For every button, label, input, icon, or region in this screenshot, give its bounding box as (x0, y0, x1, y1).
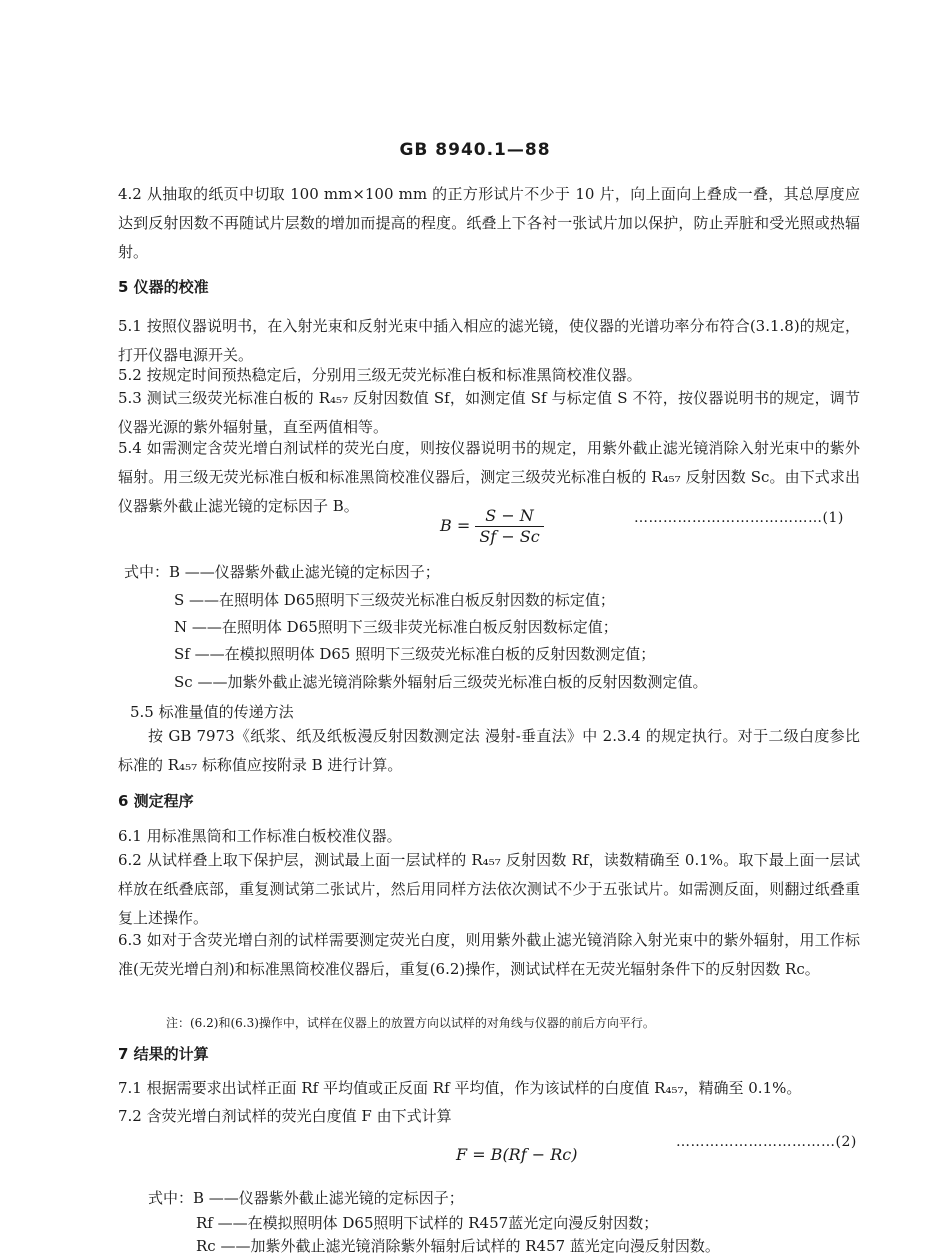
clause-5-2: 5.2 按规定时间预热稳定后，分别用三级无荧光标准白板和标准黑筒校准仪器。 (118, 366, 642, 384)
formula-2-number: ……………………………(2) (676, 1134, 857, 1150)
def1-N: N ——在照明体 D65照明下三级非荧光标准白板反射因数标定值； (174, 618, 618, 636)
clause-5-4: 5.4 如需测定含荧光增白剂试样的荧光白度，则按仪器说明书的规定，用紫外截止滤光镜消除入射光束中的紫外辐射。用三级无荧光标准白板和标准黑筒校准仪器后，测定三级荧光标准白板的 R₄₅₇ 反射因数 Sc。由下式求出仪器紫外截止滤光镜的定标因子 B。 (118, 439, 860, 515)
formula-1-numerator: S − N (475, 506, 543, 527)
formula-1-lhs: B = (440, 516, 471, 535)
clause-5-1: 5.1 按照仪器说明书，在入射光束和反射光束中插入相应的滤光镜，使仪器的光谱功率分布符合(3.1.8)的规定，打开仪器电源开关。 (118, 317, 860, 364)
formula-1 (440, 506, 544, 547)
section-7-heading: 7 结果的计算 (118, 1045, 209, 1063)
formula-1-denominator: Sf − Sc (479, 527, 540, 546)
clause-5-3: 5.3 测试三级荧光标准白板的 R₄₅₇ 反射因数值 Sf，如测定值 Sf 与标定值 S 不符，按仪器说明书的规定，调节仪器光源的紫外辐射量，直至两值相等。 (118, 389, 860, 436)
section-5-heading: 5 仪器的校准 (118, 278, 209, 296)
page-header-standard-number: GB 8940.1—88 (399, 140, 551, 160)
def2-B: 式中：B ——仪器紫外截止滤光镜的定标因子； (148, 1189, 464, 1207)
section-6-heading: 6 测定程序 (118, 792, 194, 810)
clause-7-2: 7.2 含荧光增白剂试样的荧光白度值 F 由下式计算 (118, 1107, 452, 1125)
clause-7-1: 7.1 根据需要求出试样正面 Rf 平均值或正反面 Rf 平均值，作为该试样的白度值 R₄₅₇，精确至 0.1%。 (118, 1079, 802, 1097)
def1-Sf: Sf ——在模拟照明体 D65 照明下三级荧光标准白板的反射因数测定值； (174, 645, 656, 663)
formula-1-fraction (475, 506, 543, 547)
clause-6-1: 6.1 用标准黑筒和工作标准白板校准仪器。 (118, 827, 402, 845)
note: 注：(6.2)和(6.3)操作中，试样在仪器上的放置方向以试样的对角线与仪器的前后方向平行。 (166, 1016, 655, 1030)
clause-5-5-title: 5.5 标准量值的传递方法 (130, 703, 294, 721)
formula-1-number: …………………………………(1) (634, 510, 844, 526)
clause-6-3: 6.3 如对于含荧光增白剂的试样需要测定荧光白度，则用紫外截止滤光镜消除入射光束中的紫外辐射，用工作标准(无荧光增白剂)和标准黑筒校准仪器后，重复(6.2)操作，测试试样在无荧光辐射条件下的反射因数 Rc。 (118, 931, 860, 978)
clause-4-2: 4.2 从抽取的纸页中切取 100 mm×100 mm 的正方形试片不少于 10 片，向上面向上叠成一叠，其总厚度应达到反射因数不再随试片层数的增加而提高的程度。纸叠上下各衬一张试片加以保护，防止弄脏和受光照或热辐射。 (118, 185, 860, 261)
clause-6-2: 6.2 从试样叠上取下保护层，测试最上面一层试样的 R₄₅₇ 反射因数 Rf，读数精确至 0.1%。取下最上面一层试样放在纸叠底部，重复测试第二张试片，然后用同样方法依次测试不少于五张试片。如需测反面，则翻过纸叠重复上述操作。 (118, 851, 860, 927)
def1-B: 式中：B ——仪器紫外截止滤光镜的定标因子； (124, 563, 440, 581)
def2-Rc: Rc ——加紫外截止滤光镜消除紫外辐射后试样的 R457 蓝光定向漫反射因数。 (196, 1237, 720, 1255)
formula-2: F = B(Rf − Rc) (456, 1145, 578, 1164)
def2-Rf: Rf ——在模拟照明体 D65照明下试样的 R457蓝光定向漫反射因数； (196, 1214, 659, 1232)
def1-S: S ——在照明体 D65照明下三级荧光标准白板反射因数的标定值； (174, 591, 615, 609)
def1-Sc: Sc ——加紫外截止滤光镜消除紫外辐射后三级荧光标准白板的反射因数测定值。 (174, 673, 708, 691)
clause-5-5: 按 GB 7973《纸浆、纸及纸板漫反射因数测定法 漫射-垂直法》中 2.3.4 的规定执行。对于二级白度参比标准的 R₄₅₇ 标称值应按附录 B 进行计算。 (118, 727, 860, 774)
